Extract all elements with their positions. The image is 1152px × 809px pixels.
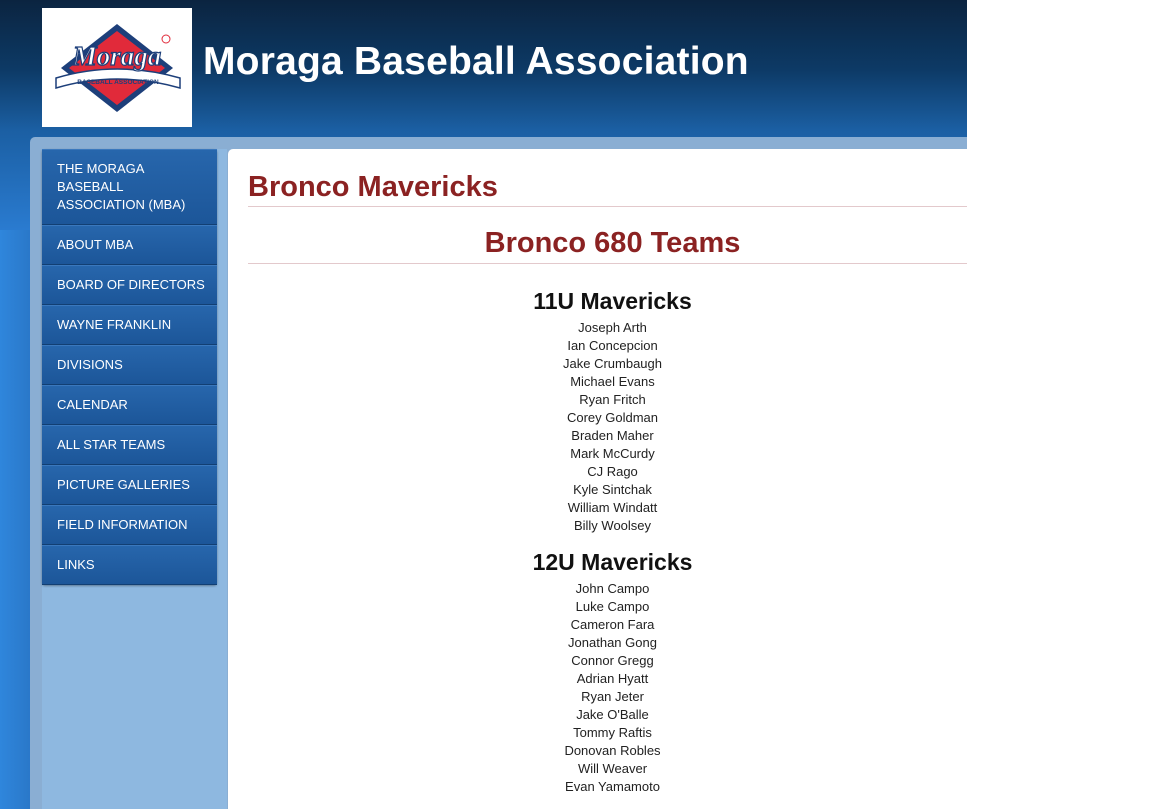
player-name: John Campo [575,581,650,596]
page-title: Bronco Mavericks [248,171,498,203]
player-name: Adrian Hyatt [576,671,649,686]
section-divider [248,263,967,264]
player-name: Donovan Robles [564,743,661,758]
background-glow [0,230,30,809]
svg-text:Moraga: Moraga [72,41,162,71]
nav-item-divisions[interactable]: DIVISIONS [42,345,217,385]
player-name: Jake O'Balle [576,707,649,722]
nav-item-the-moraga-baseball-association[interactable]: THE MORAGA BASEBALL ASSOCIATION (MBA) [42,149,217,225]
team-title-11u: 11U Mavericks [533,288,692,314]
player-name: Kyle Sintchak [573,482,652,497]
player-name: Billy Woolsey [573,518,652,533]
player-name: Ryan Fritch [579,392,646,407]
logo-graphic [42,8,192,127]
player-name: Connor Gregg [571,653,654,668]
player-name: Ryan Jeter [581,689,644,704]
roster-12u [248,580,967,796]
player-name: Ian Concepcion [567,338,658,353]
nav-item-about-mba[interactable]: ABOUT MBA [42,225,217,265]
nav-item-board-of-directors[interactable]: BOARD OF DIRECTORS [42,265,217,305]
site-logo[interactable] [42,8,192,127]
site-title: Moraga Baseball Association [203,40,749,83]
player-name: Jonathan Gong [568,635,657,650]
nav-item-all-star-teams[interactable]: ALL STAR TEAMS [42,425,217,465]
player-name: Jake Crumbaugh [563,356,662,371]
player-name: Braden Maher [571,428,654,443]
player-name: Evan Yamamoto [565,779,660,794]
player-name: Mark McCurdy [570,446,655,461]
player-name: William Windatt [567,500,658,515]
roster-11u [248,319,967,535]
title-divider [248,206,967,207]
nav-item-calendar[interactable]: CALENDAR [42,385,217,425]
nav-item-field-information[interactable]: FIELD INFORMATION [42,505,217,545]
nav-item-picture-galleries[interactable]: PICTURE GALLERIES [42,465,217,505]
nav-item-wayne-franklin[interactable]: WAYNE FRANKLIN [42,305,217,345]
player-name: Will Weaver [577,761,648,776]
player-name: Corey Goldman [566,410,659,425]
player-name: Michael Evans [570,374,655,389]
player-name: Tommy Raftis [573,725,652,740]
nav-item-links[interactable]: LINKS [42,545,217,585]
player-name: CJ Rago [587,464,638,479]
player-name: Cameron Fara [570,617,655,632]
player-name: Joseph Arth [578,320,647,335]
content-area [228,149,967,809]
player-name: Luke Campo [575,599,650,614]
section-title: Bronco 680 Teams [484,227,741,259]
main-nav [42,149,217,585]
svg-text:BASEBALL ASSOCIATION: BASEBALL ASSOCIATION [77,79,159,86]
team-title-12u: 12U Mavericks [532,549,693,575]
